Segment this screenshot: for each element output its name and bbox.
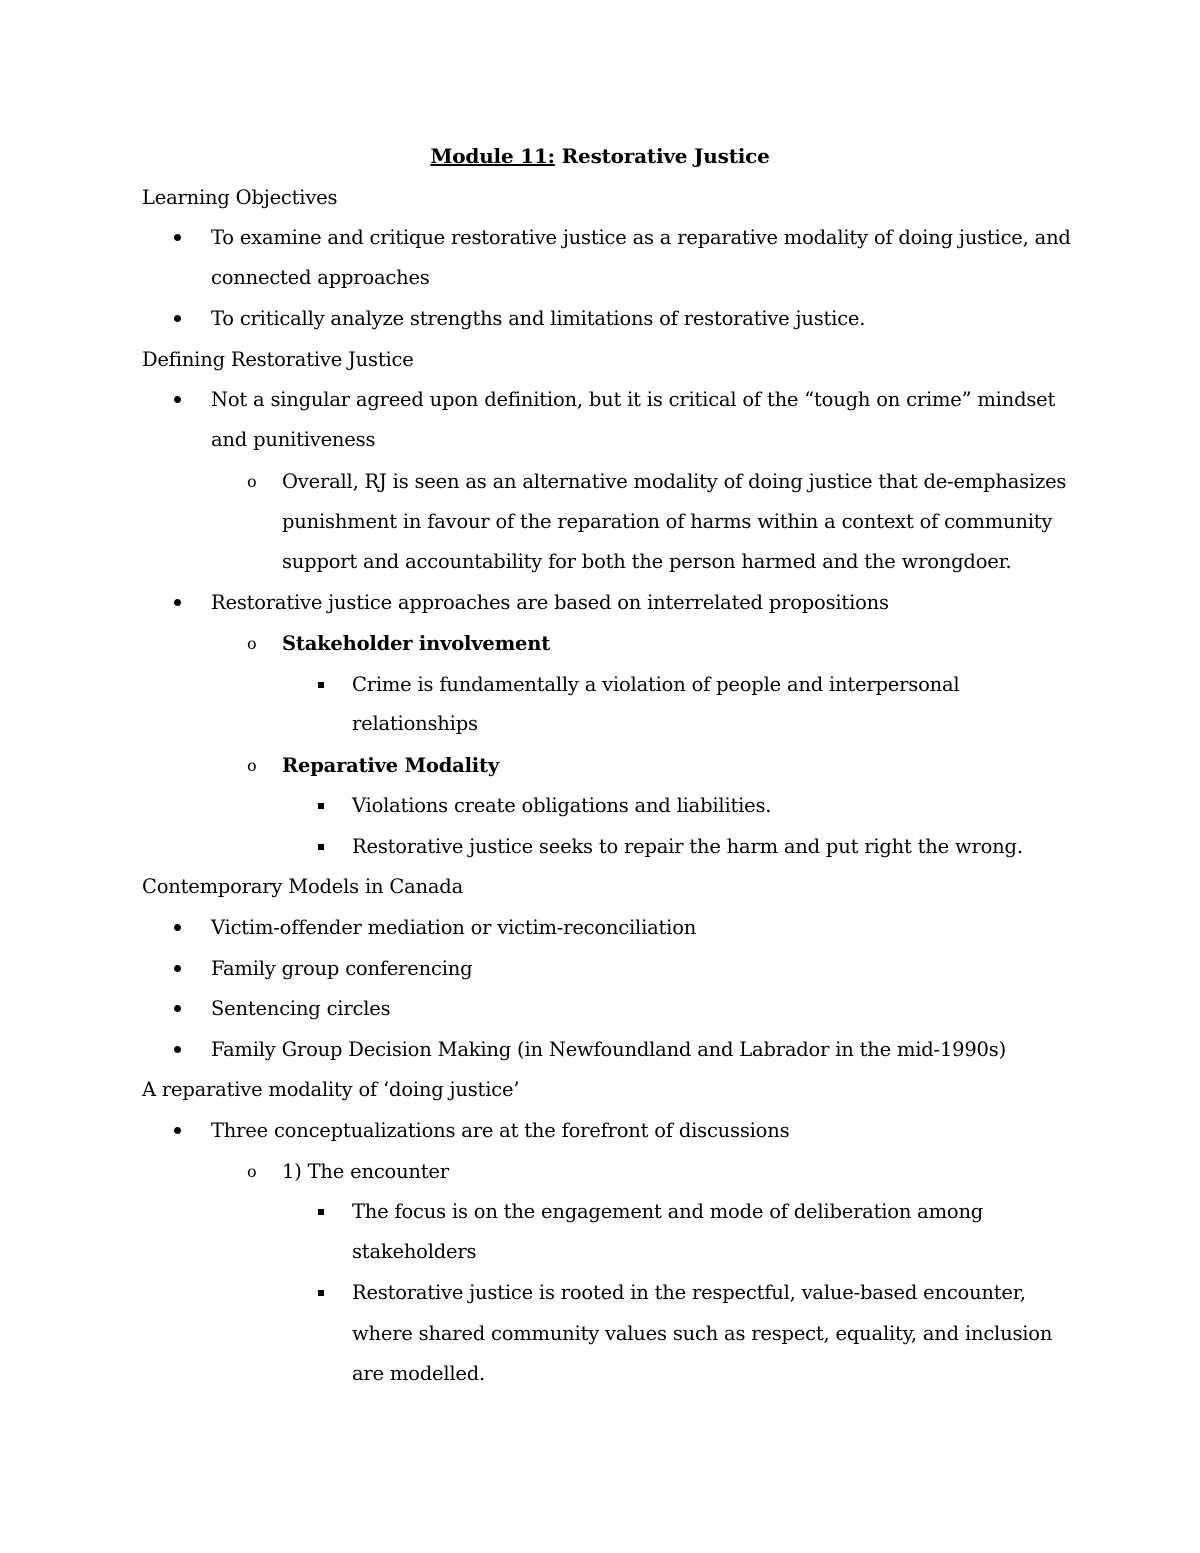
model-item: Victim-offender mediation or victim-reconciliation bbox=[211, 916, 697, 939]
bullet-square-icon bbox=[318, 835, 324, 859]
heading-learning-objectives: Learning Objectives bbox=[142, 186, 338, 209]
defining-item-1-line1: Not a singular agreed upon definition, but it is critical of the “tough on crime” mindset bbox=[211, 388, 1056, 411]
bullet-dot-icon bbox=[174, 591, 181, 615]
objective-1-line2: connected approaches bbox=[211, 266, 430, 289]
model-item: Family Group Decision Making (in Newfoundland and Labrador in the mid-1990s) bbox=[211, 1038, 1006, 1061]
bullet-circle-icon: o bbox=[247, 634, 257, 653]
encounter-point-1-line1: The focus is on the engagement and mode of deliberation among bbox=[352, 1200, 984, 1223]
stakeholder-point-line1: Crime is fundamentally a violation of people and interpersonal bbox=[352, 673, 960, 696]
bullet-square-icon bbox=[318, 1281, 324, 1305]
bullet-dot-icon bbox=[174, 1038, 181, 1062]
title-topic: Restorative Justice bbox=[554, 144, 770, 168]
bullet-dot-icon bbox=[174, 997, 181, 1021]
reparative-point-2: Restorative justice seeks to repair the harm and put right the wrong. bbox=[352, 835, 1023, 858]
reparative-sub-1: 1) The encounter bbox=[282, 1160, 449, 1183]
objective-1-line1: To examine and critique restorative justice as a reparative modality of doing justice, and bbox=[211, 226, 1071, 249]
model-item: Family group conferencing bbox=[211, 957, 473, 980]
bullet-dot-icon bbox=[174, 916, 181, 940]
heading-contemporary-models: Contemporary Models in Canada bbox=[142, 875, 463, 898]
encounter-point-2-line2: where shared community values such as respect, equality, and inclusion bbox=[352, 1322, 1053, 1345]
bullet-square-icon bbox=[318, 673, 324, 697]
bullet-dot-icon bbox=[174, 957, 181, 981]
bullet-dot-icon bbox=[174, 388, 181, 412]
page-title bbox=[0, 144, 1200, 168]
bullet-dot-icon bbox=[174, 307, 181, 331]
bullet-circle-icon: o bbox=[247, 756, 257, 775]
bullet-circle-icon: o bbox=[247, 1162, 257, 1181]
defining-sub-1-line2: punishment in favour of the reparation of harms within a context of community bbox=[282, 510, 1053, 533]
bullet-square-icon bbox=[318, 794, 324, 818]
reparative-item-1: Three conceptualizations are at the forefront of discussions bbox=[211, 1119, 790, 1142]
bullet-dot-icon bbox=[174, 1119, 181, 1143]
bullet-dot-icon bbox=[174, 226, 181, 250]
encounter-point-2-line1: Restorative justice is rooted in the respectful, value-based encounter, bbox=[352, 1281, 1026, 1304]
encounter-point-2-line3: are modelled. bbox=[352, 1362, 486, 1385]
reparative-heading: Reparative Modality bbox=[282, 754, 499, 777]
heading-reparative-modality: A reparative modality of ‘doing justice’ bbox=[142, 1078, 520, 1101]
defining-item-1-line2: and punitiveness bbox=[211, 428, 376, 451]
model-item: Sentencing circles bbox=[211, 997, 391, 1020]
bullet-circle-icon: o bbox=[247, 472, 257, 491]
reparative-point-1: Violations create obligations and liabilities. bbox=[352, 794, 772, 817]
heading-defining-rj: Defining Restorative Justice bbox=[142, 348, 414, 371]
defining-sub-1-line1: Overall, RJ is seen as an alternative modality of doing justice that de-emphasizes bbox=[282, 470, 1067, 493]
title-module-number: Module 11: bbox=[430, 144, 555, 168]
defining-sub-1-line3: support and accountability for both the person harmed and the wrongdoer. bbox=[282, 550, 1012, 573]
defining-item-2: Restorative justice approaches are based on interrelated propositions bbox=[211, 591, 889, 614]
stakeholder-heading: Stakeholder involvement bbox=[282, 632, 551, 655]
bullet-square-icon bbox=[318, 1200, 324, 1224]
stakeholder-point-line2: relationships bbox=[352, 712, 478, 735]
encounter-point-1-line2: stakeholders bbox=[352, 1240, 477, 1263]
objective-2: To critically analyze strengths and limitations of restorative justice. bbox=[211, 307, 866, 330]
